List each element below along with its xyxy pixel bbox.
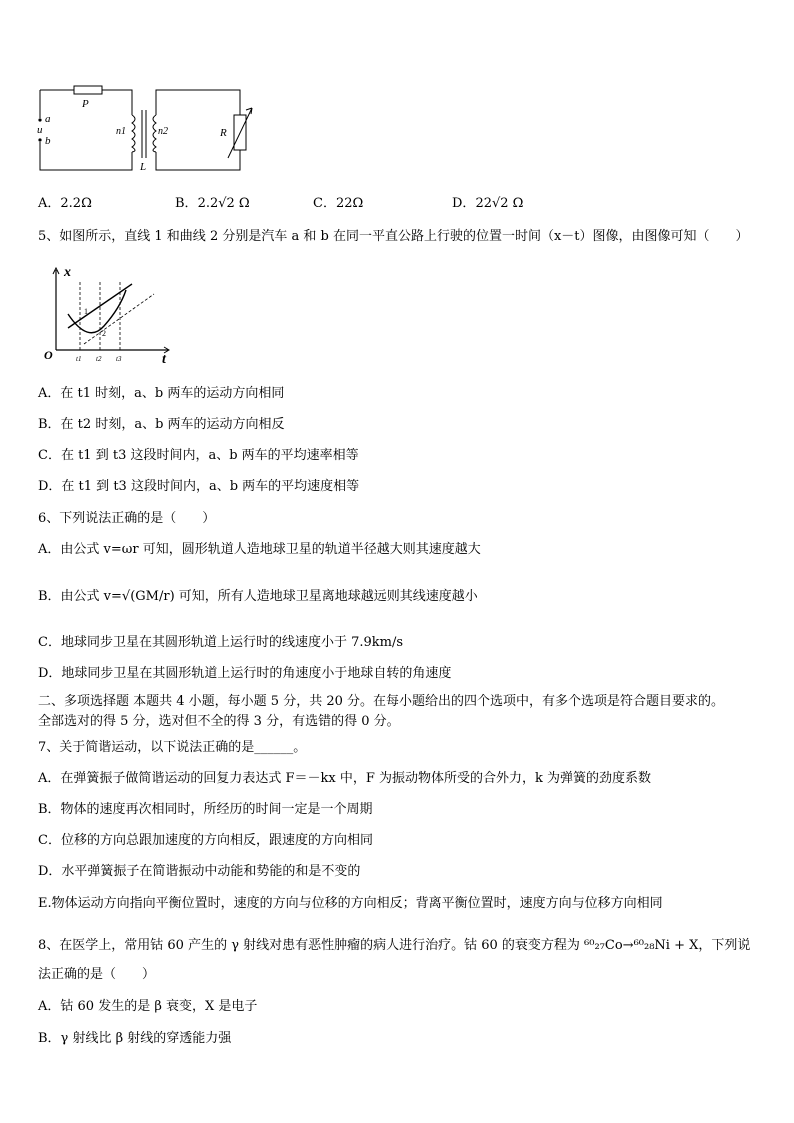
q6-option-d: D．地球同步卫星在其圆形轨道上运行时的角速度小于地球自转的角速度 (38, 666, 452, 681)
graph-origin-label: O (44, 348, 53, 362)
q4-option-b (175, 192, 250, 211)
q7-option-b: B．物体的速度再次相同时，所经历的时间一定是一个周期 (38, 802, 373, 817)
graph-line1-label: 1 (84, 307, 88, 316)
q7-option-c: C．位移的方向总跟加速度的方向相反，跟速度的方向相同 (38, 833, 373, 848)
q5-option-c: C．在 t1 到 t3 这段时间内，a、b 两车的平均速率相等 (38, 448, 359, 463)
q6-option-a: A．由公式 v=ωr 可知，圆形轨道人造地球卫星的轨道半径越大则其速度越大 (38, 542, 481, 557)
q5-option-b: B．在 t2 时刻，a、b 两车的运动方向相反 (38, 417, 285, 432)
graph-curve2-label: 2 (102, 329, 106, 338)
q8-option-a: A．钴 60 发生的是 β 衰变，X 是电子 (38, 999, 258, 1014)
graph-x-label: x (64, 265, 71, 280)
label-P: P (82, 98, 89, 110)
q4-option-d-letter: D． (452, 196, 476, 211)
section2-heading-line2: 全部选对的得 5 分，选对但不全的得 3 分，有选错的得 0 分。 (38, 714, 400, 729)
graph-t-label: t (162, 352, 166, 364)
q7-option-a: A．在弹簧振子做简谐运动的回复力表达式 F＝－kx 中，F 为振动物体所受的合外力，k 为弹簧的劲度系数 (38, 771, 652, 786)
q4-option-b-value: 2.2√2 Ω (197, 196, 250, 211)
label-b: b (45, 135, 51, 147)
q5-option-d: D．在 t1 到 t3 这段时间内，a、b 两车的平均速度相等 (38, 479, 360, 494)
graph-t3-label: t3 (116, 355, 122, 363)
q4-option-d (452, 192, 523, 211)
label-n1: n1 (116, 126, 126, 137)
section2-heading-line1: 二、多项选择题 本题共 4 小题，每小题 5 分，共 20 分。在每小题给出的四个选项中，有多个选项是符合题目要求的。 (38, 694, 725, 709)
q8-stem-line1: 8、在医学上，常用钴 60 产生的 γ 射线对患有恶性肿瘤的病人进行治疗。钴 60 的衰变方程为 ⁶⁰₂₇Co→⁶⁰₂₈Ni + X，下列说 (38, 938, 751, 953)
q4-option-b-letter: B． (175, 196, 198, 211)
q5-stem: 5、如图所示，直线 1 和曲线 2 分别是汽车 a 和 b 在同一平直公路上行驶的位置一时间（x－t）图像，由图像可知（ ） (38, 229, 749, 244)
q4-option-d-value: 22√2 Ω (475, 196, 524, 211)
q4-option-a (38, 192, 92, 211)
q4-option-c-value: 22Ω (335, 196, 364, 211)
q4-option-a-value: 2.2Ω (60, 196, 92, 211)
xt-graph (44, 262, 174, 364)
label-a: a (45, 113, 51, 125)
q7-stem: 7、关于简谐运动，以下说法正确的是______。 (38, 740, 307, 755)
q7-option-e: E.物体运动方向指向平衡位置时，速度的方向与位移的方向相反；背离平衡位置时，速度方向与位移方向相同 (38, 896, 663, 911)
transformer-circuit-diagram (30, 80, 270, 175)
label-R: R (220, 127, 227, 139)
label-L: L (140, 161, 147, 173)
q6-option-b: B．由公式 v=√(GM/r) 可知，所有人造地球卫星离地球越远则其线速度越小 (38, 589, 478, 604)
q5-option-a: A．在 t1 时刻，a、b 两车的运动方向相同 (38, 386, 285, 401)
label-n2: n2 (158, 126, 168, 137)
q7-option-d: D．水平弹簧振子在简谐振动中动能和势能的和是不变的 (38, 864, 361, 879)
q8-stem-line2: 法正确的是（ ） (38, 967, 156, 982)
label-u: u (37, 124, 43, 136)
q6-option-c: C．地球同步卫星在其圆形轨道上运行时的线速度小于 7.9km/s (38, 635, 404, 650)
q4-option-a-letter: A． (38, 196, 61, 211)
q6-stem: 6、下列说法正确的是（ ） (38, 511, 216, 526)
q4-option-c (313, 192, 363, 211)
graph-t2-label: t2 (96, 355, 102, 363)
q4-option-c-letter: C． (313, 196, 336, 211)
q8-option-b: B．γ 射线比 β 射线的穿透能力强 (38, 1031, 232, 1046)
graph-t1-label: t1 (76, 355, 82, 363)
